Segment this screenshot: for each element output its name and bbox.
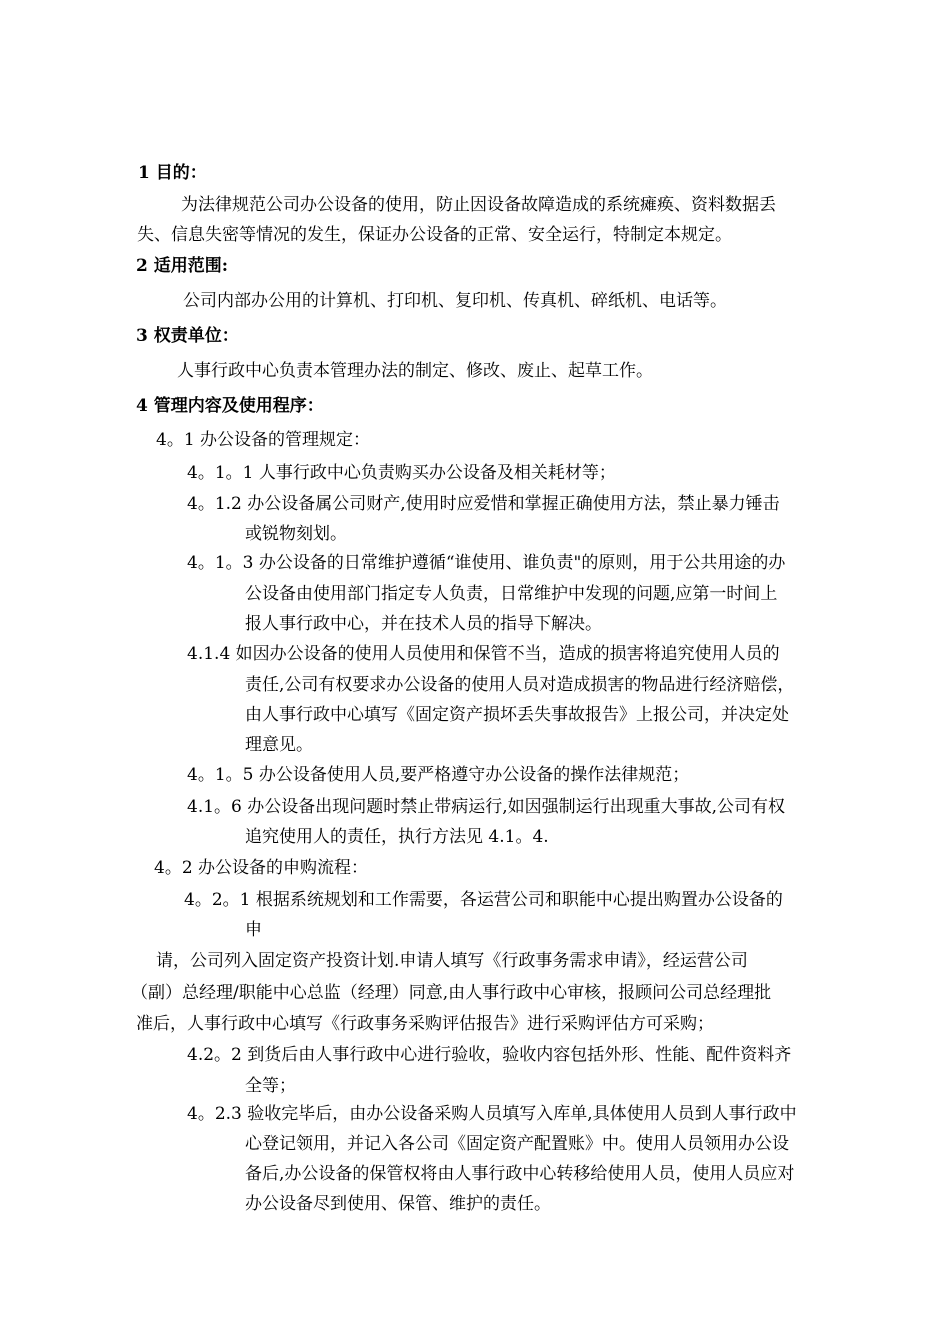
item-4-1-4-line-3: 由人事行政中心填写《固定资产损坏丢失事故报告》上报公司，并决定处 bbox=[245, 705, 789, 725]
section-3-text: 人事行政中心负责本管理办法的制定、修改、废止、起草工作。 bbox=[177, 361, 653, 381]
section-4-heading: 4 管理内容及使用程序： bbox=[136, 396, 324, 416]
item-4-1-2-line-1: 4。1.2 办公设备属公司财产,使用时应爱惜和掌握正确使用方法，禁止暴力锤击 bbox=[187, 494, 780, 514]
section-1-heading: 1 目的： bbox=[138, 163, 207, 183]
item-4-1-6-line-1: 4.1。6 办公设备出现问题时禁止带病运行,如因强制运行出现重大事故,公司有权 bbox=[187, 797, 786, 817]
item-4-1-3-line-3: 报人事行政中心，并在技术人员的指导下解决。 bbox=[245, 614, 602, 634]
section-3-heading: 3 权责单位： bbox=[136, 326, 239, 346]
section-2-text: 公司内部办公用的计算机、打印机、复印机、传真机、碎纸机、电话等。 bbox=[183, 291, 727, 311]
item-4-1-4-line-2: 责任,公司有权要求办公设备的使用人员对造成损害的物品进行经济赔偿， bbox=[245, 675, 795, 695]
item-4-1-3-line-1: 4。1。3 办公设备的日常维护遵循“谁使用、谁负责"的原则，用于公共用途的办 bbox=[187, 553, 786, 573]
item-4-1-1: 4。1。1 人事行政中心负责购买办公设备及相关耗材等； bbox=[187, 463, 616, 483]
item-4-2-3-line-2: 心登记领用，并记入各公司《固定资产配置账》中。使用人员领用办公设 bbox=[245, 1134, 789, 1154]
section-2-heading: 2 适用范围: bbox=[136, 256, 229, 276]
item-4-2-2-line-1: 4.2。2 到货后由人事行政中心进行验收，验收内容包括外形、性能、配件资料齐 bbox=[187, 1045, 792, 1065]
subsection-4-1-title: 4。1 办公设备的管理规定： bbox=[156, 430, 371, 450]
item-4-2-3-line-3: 备后,办公设备的保管权将由人事行政中心转移给使用人员，使用人员应对 bbox=[245, 1164, 795, 1184]
item-4-2-1-line-1: 4。2。1 根据系统规划和工作需要，各运营公司和职能中心提出购置办公设备的 bbox=[184, 890, 783, 910]
item-4-2-3-line-1: 4。2.3 验收完毕后，由办公设备采购人员填写入库单,具体使用人员到人事行政中 bbox=[187, 1104, 797, 1124]
item-4-1-3-line-2: 公设备由使用部门指定专人负责，日常维护中发现的问题,应第一时间上 bbox=[245, 584, 778, 604]
item-4-2-1-line-3: 请，公司列入固定资产投资计划.申请人填写《行政事务需求申请》，经运营公司 bbox=[156, 951, 748, 971]
item-4-1-5: 4。1。5 办公设备使用人员,要严格遵守办公设备的操作法律规范； bbox=[187, 765, 690, 785]
item-4-2-1-line-2: 申 bbox=[245, 920, 262, 940]
item-4-2-1-line-4: （副）总经理/职能中心总监（经理）同意,由人事行政中心审核，报顾问公司总经理批 bbox=[131, 983, 772, 1003]
item-4-1-4-line-4: 理意见。 bbox=[245, 735, 313, 755]
subsection-4-2-title: 4。2 办公设备的申购流程： bbox=[154, 858, 369, 878]
section-1-text-line-1: 为法律规范公司办公设备的使用，防止因设备故障造成的系统瘫痪、资料数据丢 bbox=[181, 195, 776, 215]
item-4-1-2-line-2: 或锐物刻划。 bbox=[245, 524, 347, 544]
item-4-1-6-line-2: 追究使用人的责任，执行方法见 4.1。4. bbox=[245, 827, 549, 847]
item-4-1-4-line-1: 4.1.4 如因办公设备的使用人员使用和保管不当，造成的损害将追究使用人员的 bbox=[187, 644, 780, 664]
item-4-2-1-line-5: 准后，人事行政中心填写《行政事务采购评估报告》进行采购评估方可采购； bbox=[136, 1014, 714, 1034]
item-4-2-3-line-4: 办公设备尽到使用、保管、维护的责任。 bbox=[245, 1194, 551, 1214]
item-4-2-2-line-2: 全等； bbox=[245, 1076, 296, 1096]
section-1-text-line-2: 失、信息失密等情况的发生，保证办公设备的正常、安全运行，特制定本规定。 bbox=[137, 225, 732, 245]
